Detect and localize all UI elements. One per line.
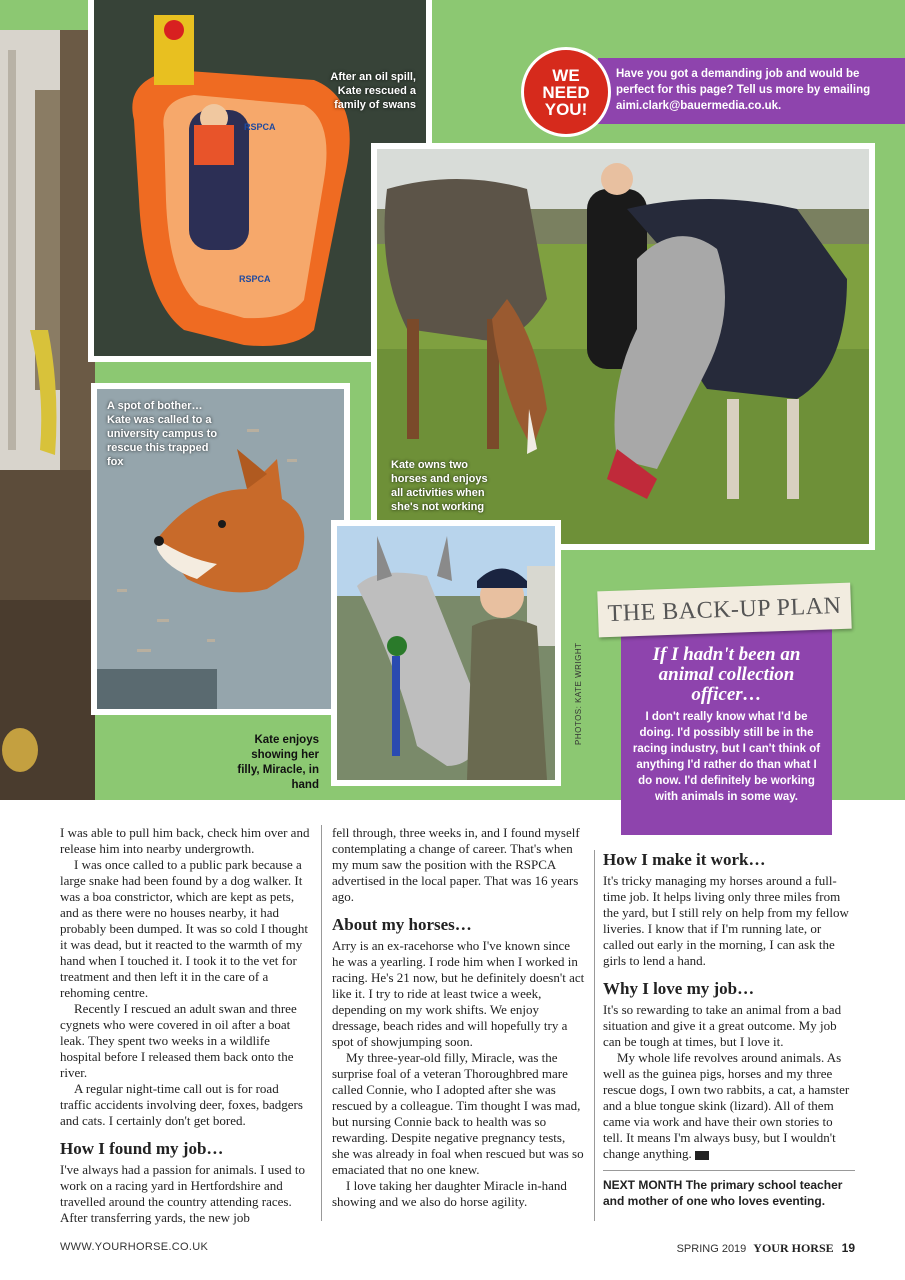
column-divider-2 (594, 850, 595, 1221)
we-need-you-badge (521, 47, 611, 137)
col1-para-1: I was able to pull him back, check him over and release him into nearby undergrowth. (60, 825, 310, 856)
footer-url: WWW.YOURHORSE.CO.UK (60, 1241, 209, 1253)
backup-plan-title-box (597, 583, 851, 638)
footer-magazine: YOUR HORSE (753, 1241, 834, 1255)
col2-para-2: Arry is an ex-racehorse who I've known since he was a yearling. I rode him when I worked in racing. He's 21 now, but he definitely doesn't act like it. I try to ride at least twice a week, depending on my work shifts. We enjoy dressage, beach rides and will hopefully try a spot of showjumping soon. (332, 938, 585, 1049)
boat-photo-caption: After an oil spill, Kate rescued a family of swans (330, 71, 416, 111)
backup-plan-title: THE BACK-UP PLAN (607, 592, 842, 627)
footer-right (600, 1239, 855, 1257)
horses-photo-caption: Kate owns two horses and enjoys all activities when she's not working (391, 459, 488, 513)
two-horses-photo (371, 143, 875, 550)
article-column-1 (60, 825, 313, 1226)
fox-photo-caption: A spot of bother… Kate was called to a university campus to rescue this trapped fox (107, 400, 218, 468)
heading-why-i-love-my-job: Why I love my job… (603, 979, 755, 998)
next-month-divider (603, 1170, 855, 1209)
col2-para-1: fell through, three weeks in, and I found myself contemplating a change of career. That's when my mum saw the position with the RSPCA advertised in the local paper. That was 16 years ago. (332, 825, 580, 904)
next-month-label: NEXT MONTH (603, 1178, 683, 1192)
left-background-photo (0, 30, 95, 800)
boat-rspca-text-2: RSPCA (244, 122, 276, 132)
heading-about-my-horses: About my horses… (332, 915, 472, 934)
col1-para-5: I've always had a passion for animals. I used to work on a racing yard in Hertfordshire and travelled around the country attending races. After transferring yards, the new job (60, 1162, 305, 1225)
col3-para-3-text: My whole life revolves around animals. As well as the guinea pigs, horses and my three rescue dogs, I own two rabbits, a cat, a hamster and a blue tongue skink (lizard). All of them came via work and have their own stories to tell. It means I'm always busy, but I wouldn't change anything. (603, 1050, 850, 1161)
footer-page-number: 19 (841, 1241, 855, 1255)
heading-how-i-found-my-job: How I found my job… (60, 1139, 224, 1158)
heading-how-i-make-it-work: How I make it work… (603, 850, 766, 869)
boat-rspca-text-1: RSPCA (239, 274, 271, 284)
column-divider-1 (321, 825, 322, 1221)
col3-para-3 (603, 1050, 855, 1162)
end-mark-icon (695, 1151, 709, 1160)
article-column-2 (332, 825, 585, 1210)
miracle-photo-caption: Kate enjoys showing her filly, Miracle, in hand (237, 734, 319, 791)
col1-para-2: I was once called to a public park because a large snake had been found by a dog walker. It was a boa constrictor, which are kept as pets, and as there were no houses nearby, it had probably been dumped. It was so cold I thought it was dead, but it reacted to the warmth of my hand when I touched it. I took it to the vet for treatment and then left it in the care of a rehoming centre. (60, 857, 309, 1000)
next-month-text: The primary school teacher and mother of one who loves eventing. (603, 1178, 843, 1208)
col1-para-4: A regular night-time call out is for road traffic accidents involving deer, foxes, badgers and cats. I certainly don't get bored. (60, 1081, 303, 1128)
promo-text: Have you got a demanding job and would be perfect for this page? Tell us more by emailing aimi.clark@bauermedia.co.uk. (616, 68, 871, 112)
col2-para-4: I love taking her daughter Miracle in-hand showing and we also do horse agility. (332, 1178, 567, 1209)
col3-para-2: It's so rewarding to take an animal from a bad situation and give it a great outcome. My job can be tough at times, but I love it. (603, 1002, 842, 1049)
footer-issue: SPRING 2019 (676, 1243, 747, 1255)
miracle-horse-photo (331, 520, 561, 786)
fox-photo (91, 383, 350, 715)
photo-credit: PHOTOS: KATE WRIGHT (574, 642, 583, 745)
col2-para-3: My three-year-old filly, Miracle, was the surprise foal of a veteran Thoroughbred mare called Connie, who I adopted after she was rescued by a colleague. Tim thought I was mad, but nursing Connie back to health was so rewarding. Despite negative pregnancy tests, she was already in foal when rescued but was so emaciated that no one knew. (332, 1050, 584, 1177)
article-column-3 (603, 850, 855, 1209)
backup-plan-heading: If I hadn't been an animal collection officer… (652, 644, 801, 705)
col3-para-1: It's tricky managing my horses around a full-time job. It helps living only three miles from the yard, but I still rely on help from my fellow liveries. I know that if I'm running late, or called out early in the morning, I can ask the girls to lend a hand. (603, 873, 849, 968)
backup-plan-box-lower (621, 800, 832, 835)
backup-plan-body: I don't really know what I'd be doing. I'd possibly still be in the racing industry, but I can't think of anything I'd rather do than what I do now. I'd definitely be working with animals in some way. (632, 711, 821, 803)
we-need-you-text: WE NEED YOU! (542, 65, 590, 119)
col1-para-3: Recently I rescued an adult swan and three cygnets who were covered in oil after a boat leak. They spent two weeks in a wildlife hospital before I released them back onto the river. (60, 1001, 297, 1080)
